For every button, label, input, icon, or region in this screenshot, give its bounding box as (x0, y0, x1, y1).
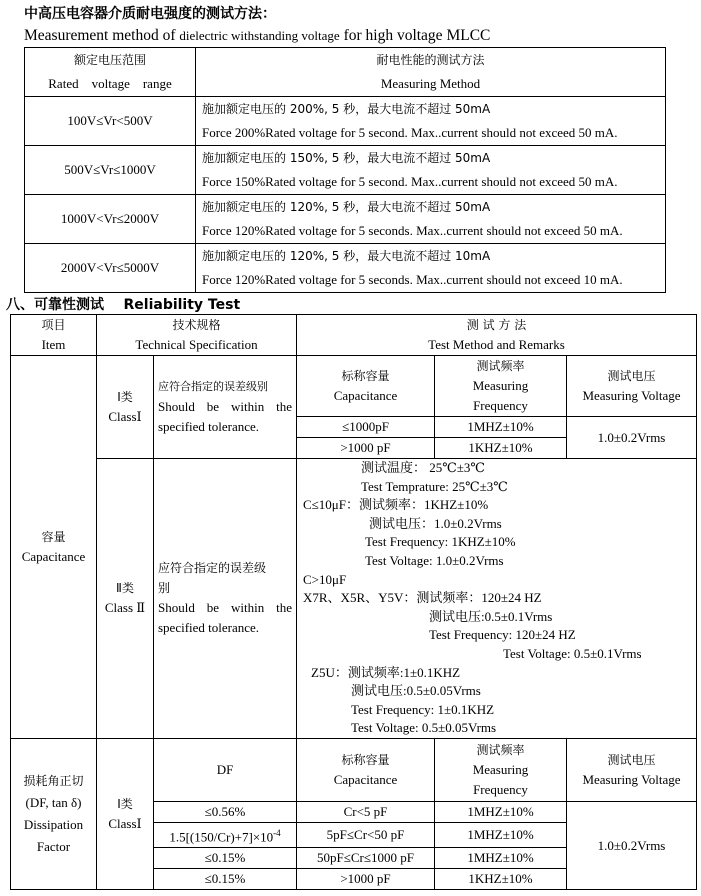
df-formula: 1.5[(150/Cr)+7]×10 (169, 829, 274, 845)
df-value (154, 822, 297, 847)
df-item (11, 738, 97, 889)
table-row (11, 356, 697, 417)
table-row (25, 146, 666, 195)
range-cell: 2000V<Vr≤5000V (25, 244, 196, 293)
volt-header-cn: 测试电压 (607, 752, 656, 767)
header-method (297, 315, 697, 356)
freq-header (435, 356, 567, 417)
header-item-cn: 项目 (41, 318, 66, 332)
heading-en-a: Measurement method of (24, 27, 180, 44)
class2-spec-cn-b: 别 (158, 581, 171, 596)
heading-en (24, 27, 490, 45)
class2-method (297, 459, 697, 739)
heading-cn: 中高压电容器介质耐电强度的测试方法： (24, 6, 276, 22)
volt-header-en: Measuring Voltage (582, 388, 681, 403)
method-cn: 施加额定电压的 150%, 5 秒，最大电流不超过 50mA (202, 151, 491, 165)
cap-value: >1000 pF (297, 869, 435, 890)
cap-value: Cr<5 pF (297, 801, 435, 822)
freq-header-cn: 测试频率 (476, 359, 525, 373)
volt-header (567, 356, 697, 417)
table-row (11, 738, 697, 801)
freq-value: 1KHZ±10% (435, 438, 567, 459)
class2-spec-cn-a: 应符合指定的误差级 (158, 561, 267, 576)
method-cell (196, 97, 666, 146)
section-title: 八、可靠性测试 Reliability Test (6, 297, 241, 313)
df-item-en-b: Factor (36, 839, 71, 855)
cap-header-cn: 标称容量 (341, 369, 390, 383)
cap-header (297, 356, 435, 417)
method-line: Test Voltage: 0.5±0.1Vrms (503, 645, 642, 661)
header-spec-cn: 技术规格 (172, 318, 221, 332)
header-measuring-method (196, 48, 666, 97)
heading-en-c: for high voltage MLCC (339, 27, 491, 44)
method-line: Test Voltage: 0.5±0.05Vrms (351, 720, 497, 736)
df-formula-exp: -4 (273, 827, 281, 838)
class1-spec-en-a: Should be within the (158, 399, 292, 414)
method-en: Force 120%Rated voltage for 5 seconds. Max..current should not exceed 10 mA. (202, 272, 623, 287)
freq-header-en-a: Measuring (472, 378, 529, 393)
df-item-cn-a: 损耗角正切 (23, 774, 84, 789)
freq-header-en-b: Frequency (473, 398, 528, 413)
class2-spec-en-a: Should be within the (158, 600, 292, 616)
cap-header-en: Capacitance (333, 771, 398, 787)
class2-spec (154, 459, 297, 739)
method-line: C>10μF (303, 571, 347, 587)
cap-value: ≤1000pF (297, 417, 435, 438)
range-cell: 1000V<Vr≤2000V (25, 195, 196, 244)
table-header-row (11, 315, 697, 356)
header-method-cn: 耐电性能的测试方法 (376, 53, 485, 67)
table-row (11, 459, 697, 739)
volt-value: 1.0±0.2Vrms (567, 417, 697, 459)
method-en: Force 200%Rated voltage for 5 second. Max..current should not exceed 50 mA. (202, 125, 618, 140)
class1-spec-cn: 应符合指定的误差级别 (158, 380, 268, 393)
class2-cn: Ⅱ类 (116, 581, 134, 596)
table-row (25, 97, 666, 146)
table-row (25, 195, 666, 244)
capacitance-item (11, 356, 97, 739)
freq-header-cn: 测试频率 (476, 742, 525, 757)
header-spec (97, 315, 297, 356)
header-method-en: Test Method and Remarks (428, 337, 565, 352)
header-rated-voltage-en: Rated voltage range (48, 76, 172, 91)
method-cn: 施加额定电压的 200%, 5 秒，最大电流不超过 50mA (202, 102, 491, 116)
method-en: Force 150%Rated voltage for 5 second. Max..current should not exceed 50 mA. (202, 174, 618, 189)
header-item-en: Item (41, 337, 66, 352)
method-line: 测试电压:0.5±0.05Vrms (351, 683, 481, 699)
header-item (11, 315, 97, 356)
table-header-row (25, 48, 666, 97)
voltage-test-table (24, 47, 666, 293)
df-header: DF (154, 738, 297, 801)
cap-header-cn: 标称容量 (341, 752, 390, 767)
method-cn: 施加额定电压的 120%, 5 秒，最大电流不超过 10mA (202, 249, 491, 263)
class2-cell (97, 459, 154, 739)
method-line: 测试温度： 25℃±3℃ (361, 460, 485, 475)
method-line: Z5U：测试频率:1±0.1KHZ (311, 664, 461, 680)
cap-value: 50pF≤Cr≤1000 pF (297, 848, 435, 869)
freq-value: 1MHZ±10% (435, 417, 567, 438)
method-line: C≤10μF：测试频率：1KHZ±10% (303, 497, 489, 513)
header-rated-voltage (25, 48, 196, 97)
method-en: Force 120%Rated voltage for 5 seconds. Max..current should not exceed 50 mA. (202, 223, 623, 238)
method-line: X7R、X5R、Y5V：测试频率：120±24 HZ (303, 590, 542, 606)
reliability-test-table (10, 314, 697, 890)
method-cell (196, 146, 666, 195)
class2-en: Class Ⅱ (104, 600, 146, 616)
method-line: Test Temprature: 25℃±3℃ (361, 478, 508, 494)
capacitance-en: Capacitance (21, 548, 86, 564)
cap-value: >1000 pF (297, 438, 435, 459)
method-line: 测试电压：1.0±0.2Vrms (369, 515, 502, 531)
table-row (25, 244, 666, 293)
method-line: 测试电压:0.5±0.1Vrms (429, 608, 553, 624)
df-value: ≤0.15% (154, 869, 297, 890)
freq-header (435, 738, 567, 801)
method-cn: 施加额定电压的 120%, 5 秒，最大电流不超过 50mA (202, 200, 491, 214)
heading-en-b: dielectric withstanding voltage (179, 28, 340, 43)
df-item-en-a: Dissipation (23, 817, 84, 833)
freq-value: 1MHZ±10% (435, 822, 567, 847)
cap-header-en: Capacitance (333, 388, 398, 403)
df-class-cn: Ⅰ类 (117, 797, 133, 812)
range-cell: 100V≤Vr<500V (25, 97, 196, 146)
method-line: Test Frequency: 1±0.1KHZ (351, 701, 495, 717)
range-cell: 500V≤Vr≤1000V (25, 146, 196, 195)
class2-spec-en-b: specified tolerance. (158, 620, 260, 636)
class1-cell (97, 356, 154, 459)
class1-spec-en-b: specified tolerance. (158, 419, 260, 434)
class1-spec (154, 356, 297, 459)
freq-value: 1MHZ±10% (435, 848, 567, 869)
volt-value: 1.0±0.2Vrms (567, 801, 697, 889)
freq-header-en-a: Measuring (472, 761, 529, 777)
header-spec-en: Technical Specification (135, 337, 258, 352)
method-line: Test Voltage: 1.0±0.2Vrms (365, 552, 504, 568)
method-line: Test Frequency: 120±24 HZ (429, 627, 576, 643)
method-cell (196, 195, 666, 244)
volt-header-cn: 测试电压 (607, 369, 656, 383)
class1-en: ClassⅠ (108, 409, 142, 424)
method-cell (196, 244, 666, 293)
freq-value: 1MHZ±10% (435, 801, 567, 822)
header-rated-voltage-cn: 额定电压范围 (73, 53, 146, 67)
df-value: ≤0.15% (154, 848, 297, 869)
volt-header (567, 738, 697, 801)
freq-header-en-b: Frequency (473, 781, 528, 797)
header-method-en: Measuring Method (380, 76, 481, 91)
class1-cn: Ⅰ类 (117, 390, 133, 404)
df-class-cell (97, 738, 154, 889)
header-method-cn: 测 试 方 法 (466, 318, 527, 332)
df-item-cn-b: (DF, tan δ) (25, 795, 82, 811)
volt-header-en: Measuring Voltage (582, 771, 681, 787)
cap-value: 5pF≤Cr<50 pF (297, 822, 435, 847)
freq-value: 1KHZ±10% (435, 869, 567, 890)
capacitance-cn: 容量 (41, 529, 66, 544)
cap-header (297, 738, 435, 801)
df-class-en: ClassⅠ (108, 816, 142, 832)
method-line: Test Frequency: 1KHZ±10% (365, 534, 516, 550)
df-value: ≤0.56% (154, 801, 297, 822)
